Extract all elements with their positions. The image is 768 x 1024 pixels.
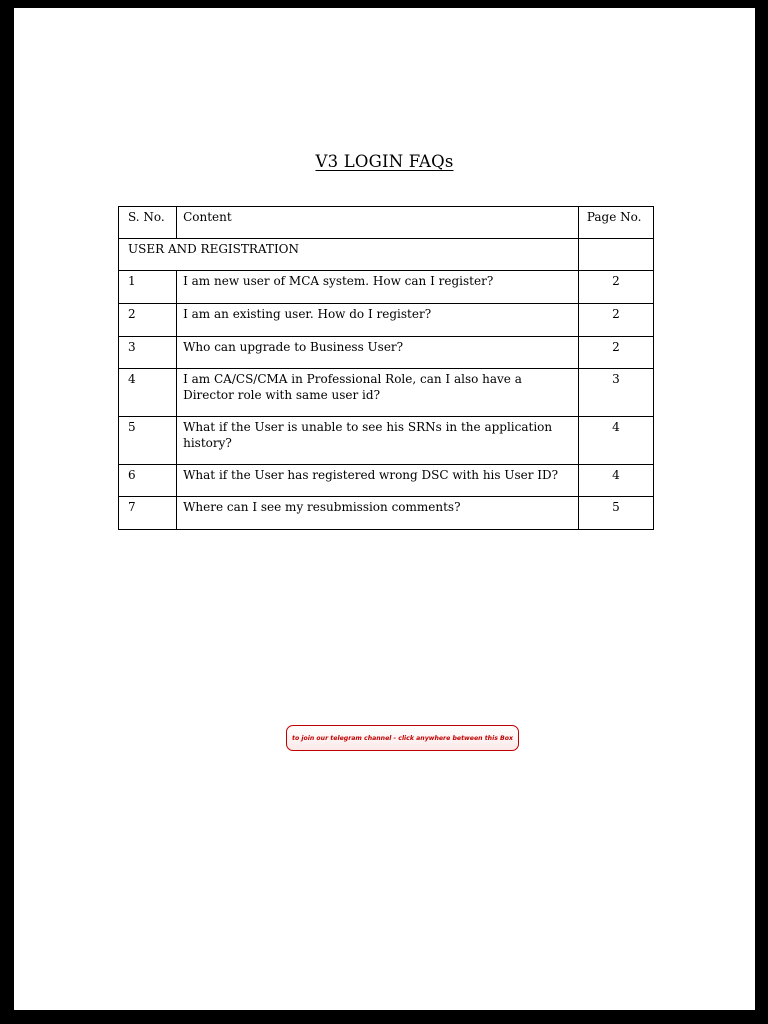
header-sno: S. No.	[119, 207, 177, 239]
table-row	[119, 304, 654, 337]
row-question: I am an existing user. How do I register?	[177, 304, 579, 337]
section-page-cell	[578, 239, 653, 271]
row-page-no: 4	[578, 465, 653, 497]
header-page-no: Page No.	[578, 207, 653, 239]
row-page-no: 2	[578, 271, 653, 304]
table-header-row	[119, 207, 654, 239]
row-question: What if the User is unable to see his SRNs in the application history?	[177, 417, 579, 465]
row-sno: 3	[119, 337, 177, 369]
row-page-no: 2	[578, 337, 653, 369]
telegram-channel-link-button[interactable]	[286, 725, 519, 751]
table-row	[119, 271, 654, 304]
section-heading: USER AND REGISTRATION	[119, 239, 579, 271]
table-row	[119, 465, 654, 497]
table-row	[119, 369, 654, 417]
telegram-link-label: to join our telegram channel - click anywhere between this Box	[292, 734, 513, 742]
row-sno: 2	[119, 304, 177, 337]
row-page-no: 4	[578, 417, 653, 465]
row-question: I am CA/CS/CMA in Professional Role, can I also have a Director role with same user id?	[177, 369, 579, 417]
row-sno: 5	[119, 417, 177, 465]
header-content: Content	[177, 207, 579, 239]
table-row	[119, 337, 654, 369]
row-question: Who can upgrade to Business User?	[177, 337, 579, 369]
row-question: Where can I see my resubmission comments?	[177, 497, 579, 530]
faq-index-table	[118, 206, 654, 530]
row-page-no: 2	[578, 304, 653, 337]
row-sno: 7	[119, 497, 177, 530]
document-page	[14, 8, 755, 1010]
row-sno: 6	[119, 465, 177, 497]
table-row	[119, 497, 654, 530]
section-row	[119, 239, 654, 271]
row-question: I am new user of MCA system. How can I register?	[177, 271, 579, 304]
row-page-no: 3	[578, 369, 653, 417]
table-row	[119, 417, 654, 465]
row-page-no: 5	[578, 497, 653, 530]
row-question: What if the User has registered wrong DSC with his User ID?	[177, 465, 579, 497]
row-sno: 1	[119, 271, 177, 304]
document-title: V3 LOGIN FAQs	[315, 152, 454, 171]
row-sno: 4	[119, 369, 177, 417]
